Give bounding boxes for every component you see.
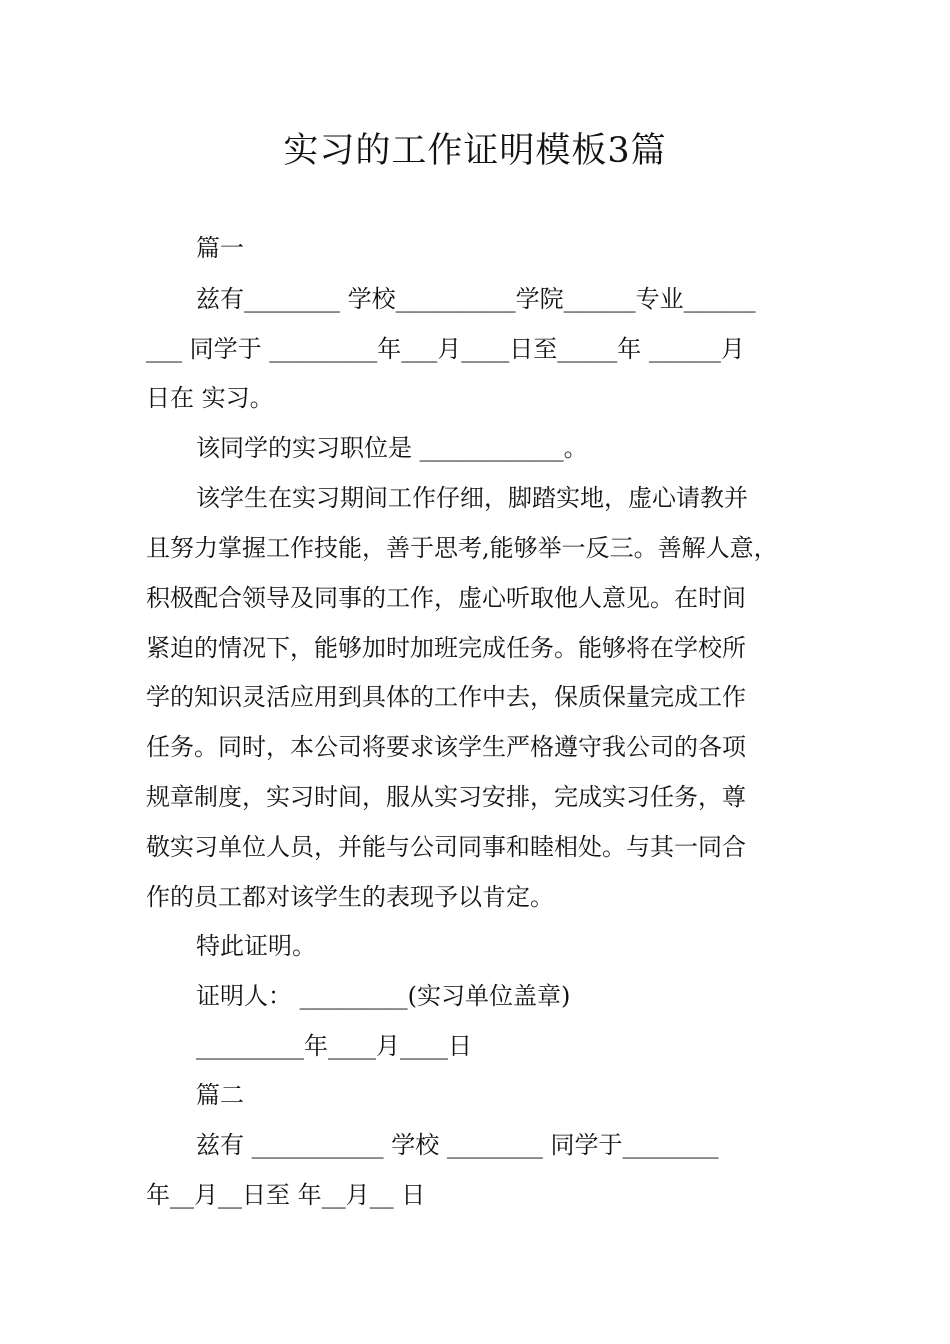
section-heading-2: 篇二 xyxy=(196,1081,244,1109)
paragraph-line: 紧迫的情况下，能够加时加班完成任务。能够将在学校所 xyxy=(146,634,746,662)
paragraph-line: ___ 同学于 _________年___月____日至_____年 ______月 xyxy=(146,335,745,363)
paragraph-line: 学的知识灵活应用到具体的工作中去，保质保量完成工作 xyxy=(146,683,746,711)
document-title: 实习的工作证明模板3篇 xyxy=(283,131,667,171)
paragraph-line: 兹有 ___________ 学校 ________ 同学于________ xyxy=(196,1131,719,1159)
paragraph-line: 日在 实习。 xyxy=(146,384,274,412)
date-line: _________年____月____日 xyxy=(196,1032,472,1060)
paragraph-line: 该学生在实习期间工作仔细，脚踏实地，虚心请教并 xyxy=(196,484,748,512)
paragraph-line: 且努力掌握工作技能，善于思考,能够举一反三。善解人意， xyxy=(146,534,778,562)
paragraph-line: 规章制度，实习时间，服从实习安排，完成实习任务，尊 xyxy=(146,783,746,811)
paragraph-line: 年__月__日至 年__月__ 日 xyxy=(146,1181,426,1209)
paragraph-line: 任务。同时，本公司将要求该学生严格遵守我公司的各项 xyxy=(146,733,746,761)
paragraph-line: 积极配合领导及同事的工作，虚心听取他人意见。在时间 xyxy=(146,584,746,612)
paragraph-line: 该同学的实习职位是 ____________。 xyxy=(196,434,588,462)
section-heading-1: 篇一 xyxy=(196,234,244,262)
paragraph-line: 敬实习单位人员，并能与公司同事和睦相处。与其一同合 xyxy=(146,833,746,861)
paragraph-line: 特此证明。 xyxy=(196,932,316,960)
paragraph-line: 作的员工都对该学生的表现予以肯定。 xyxy=(146,883,554,911)
paragraph-line: 兹有________ 学校__________学院______专业______ xyxy=(196,285,756,313)
signature-line: 证明人： _________(实习单位盖章) xyxy=(196,982,571,1010)
